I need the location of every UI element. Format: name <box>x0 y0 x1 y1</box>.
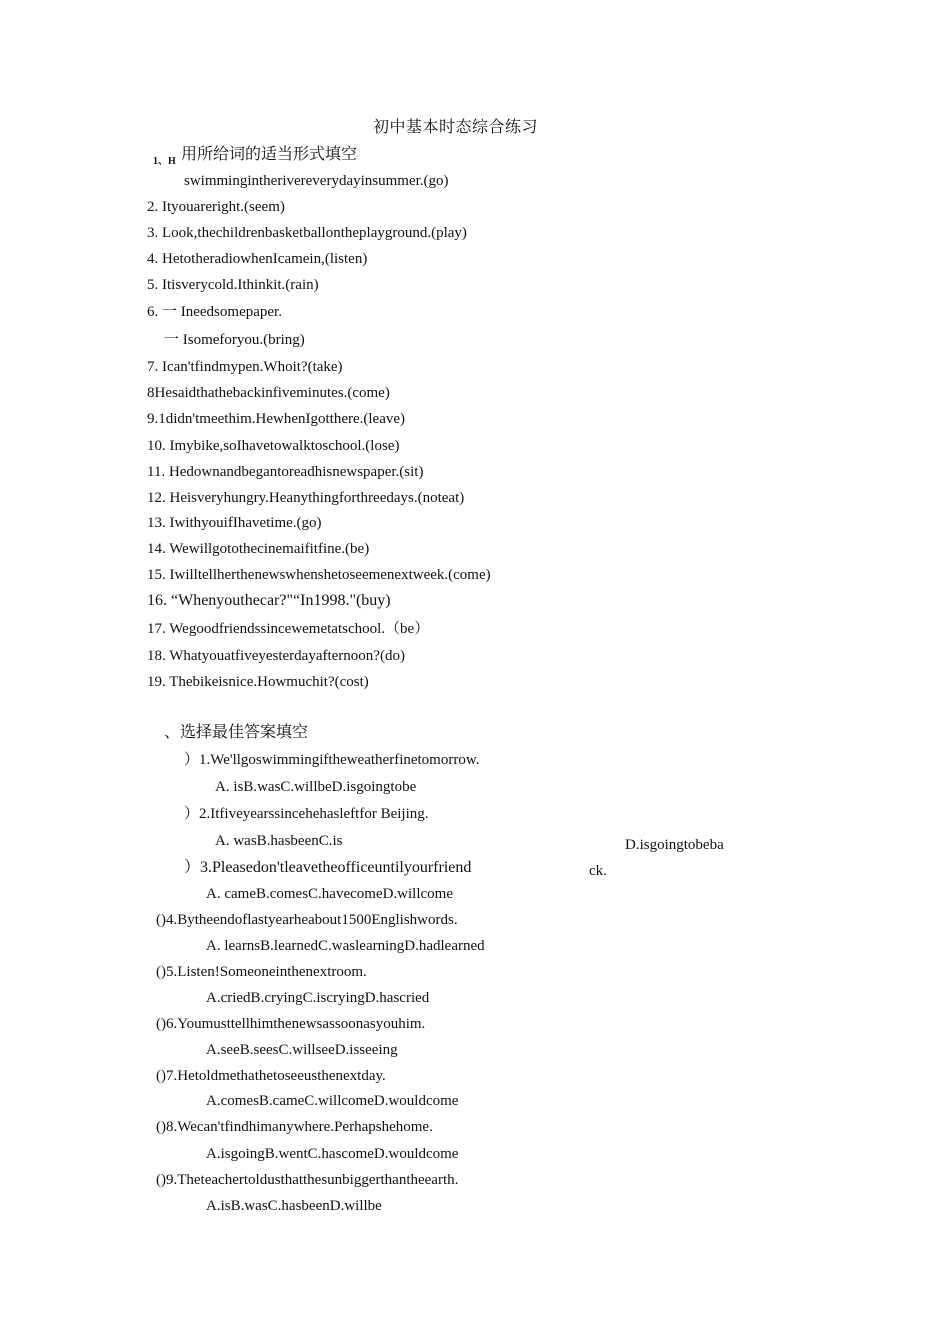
question-4: ()4.Bytheendoflastyearheabout1500Englishwords. <box>156 912 458 928</box>
exercise-item-11: 11. Hedownandbegantoreadhisnewspaper.(sit) <box>147 464 424 480</box>
question-9: ()9.Theteachertoldusthatthesunbiggerthantheearth. <box>156 1172 459 1188</box>
question-2-option-d: D.isgoingtobeba <box>625 837 724 853</box>
question-5: ()5.Listen!Someoneinthenextroom. <box>156 964 367 980</box>
exercise-item-6a: 6. 一 Ineedsomepaper. <box>147 304 282 320</box>
exercise-item-2: 2. Ityouareright.(seem) <box>147 199 285 215</box>
exercise-item-18: 18. Whatyouatfiveyesterdayafternoon?(do) <box>147 648 405 664</box>
section-1-number: 1、H <box>153 156 176 167</box>
question-8-options: A.isgoingB.wentC.hascomeD.wouldcome <box>206 1146 459 1162</box>
exercise-item-15: 15. Iwilltellherthenewswhenshetoseemenextweek.(come) <box>147 567 491 583</box>
question-1: ）1.We'llgoswimmingiftheweatherfinetomorrow. <box>184 752 480 768</box>
question-4-options: A. learnsB.learnedC.waslearningD.hadlearned <box>206 938 485 954</box>
page-title: 初中基本时态综合练习 <box>373 119 539 136</box>
question-3: ）3.Pleasedon'tleavetheofficeuntilyourfriend <box>184 859 472 876</box>
exercise-item-17: 17. Wegoodfriendssincewemetatschool.（be） <box>147 621 430 637</box>
question-7: ()7.Hetoldmethathetoseeusthenextday. <box>156 1068 386 1084</box>
exercise-item-9: 9.1didn'tmeethim.HewhenIgotthere.(leave) <box>147 411 406 427</box>
exercise-item-7: 7. Ican'tfindmypen.Whoit?(take) <box>147 359 343 375</box>
question-5-options: A.criedB.cryingC.iscryingD.hascried <box>206 990 430 1006</box>
exercise-item-1: swimmingintherivereverydayinsummer.(go) <box>184 173 449 189</box>
question-6: ()6.Youmusttellhimthenewsassoonasyouhim. <box>156 1016 426 1032</box>
question-2-options: A. wasB.hasbeenC.is <box>215 833 343 849</box>
question-6-options: A.seeB.seesC.willseeD.isseeing <box>206 1042 398 1058</box>
question-8: ()8.Wecan'tfindhimanywhere.Perhapshehome. <box>156 1119 433 1135</box>
exercise-item-10: 10. Imybike,soIhavetowalktoschool.(lose) <box>147 438 400 454</box>
question-1-options: A. isB.wasC.willbeD.isgoingtobe <box>215 779 417 795</box>
exercise-item-3: 3. Look,thechildrenbasketballontheplayground.(play) <box>147 225 467 241</box>
exercise-item-16: 16. “Whenyouthecar?"“In1998."(buy) <box>147 592 391 609</box>
exercise-item-19: 19. Thebikeisnice.Howmuchit?(cost) <box>147 674 369 690</box>
exercise-item-12: 12. Heisveryhungry.Heanythingforthreedays.(noteat) <box>147 490 465 506</box>
question-3-options: A. cameB.comesC.havecomeD.willcome <box>206 886 454 902</box>
question-2-option-d-continued: ck. <box>589 863 607 879</box>
exercise-item-4: 4. HetotheradiowhenIcamein,(listen) <box>147 251 368 267</box>
section-1-heading: 用所给词的适当形式填空 <box>181 146 358 163</box>
question-7-options: A.comesB.cameC.willcomeD.wouldcome <box>206 1093 459 1109</box>
exercise-item-5: 5. Itisverycold.Ithinkit.(rain) <box>147 277 319 293</box>
exercise-item-8: 8Hesaidthathebackinfiveminutes.(come) <box>147 385 390 401</box>
exercise-item-14: 14. Wewillgotothecinemaifitfine.(be) <box>147 541 370 557</box>
section-2-heading: 、选择最佳答案填空 <box>164 724 309 741</box>
question-2: ）2.Itfiveyearssincehehasleftfor Beijing. <box>184 806 429 822</box>
exercise-item-6b: 一 Isomeforyou.(bring) <box>164 332 305 348</box>
question-9-options: A.isB.wasC.hasbeenD.willbe <box>206 1198 382 1214</box>
exercise-item-13: 13. IwithyouifIhavetime.(go) <box>147 515 322 531</box>
